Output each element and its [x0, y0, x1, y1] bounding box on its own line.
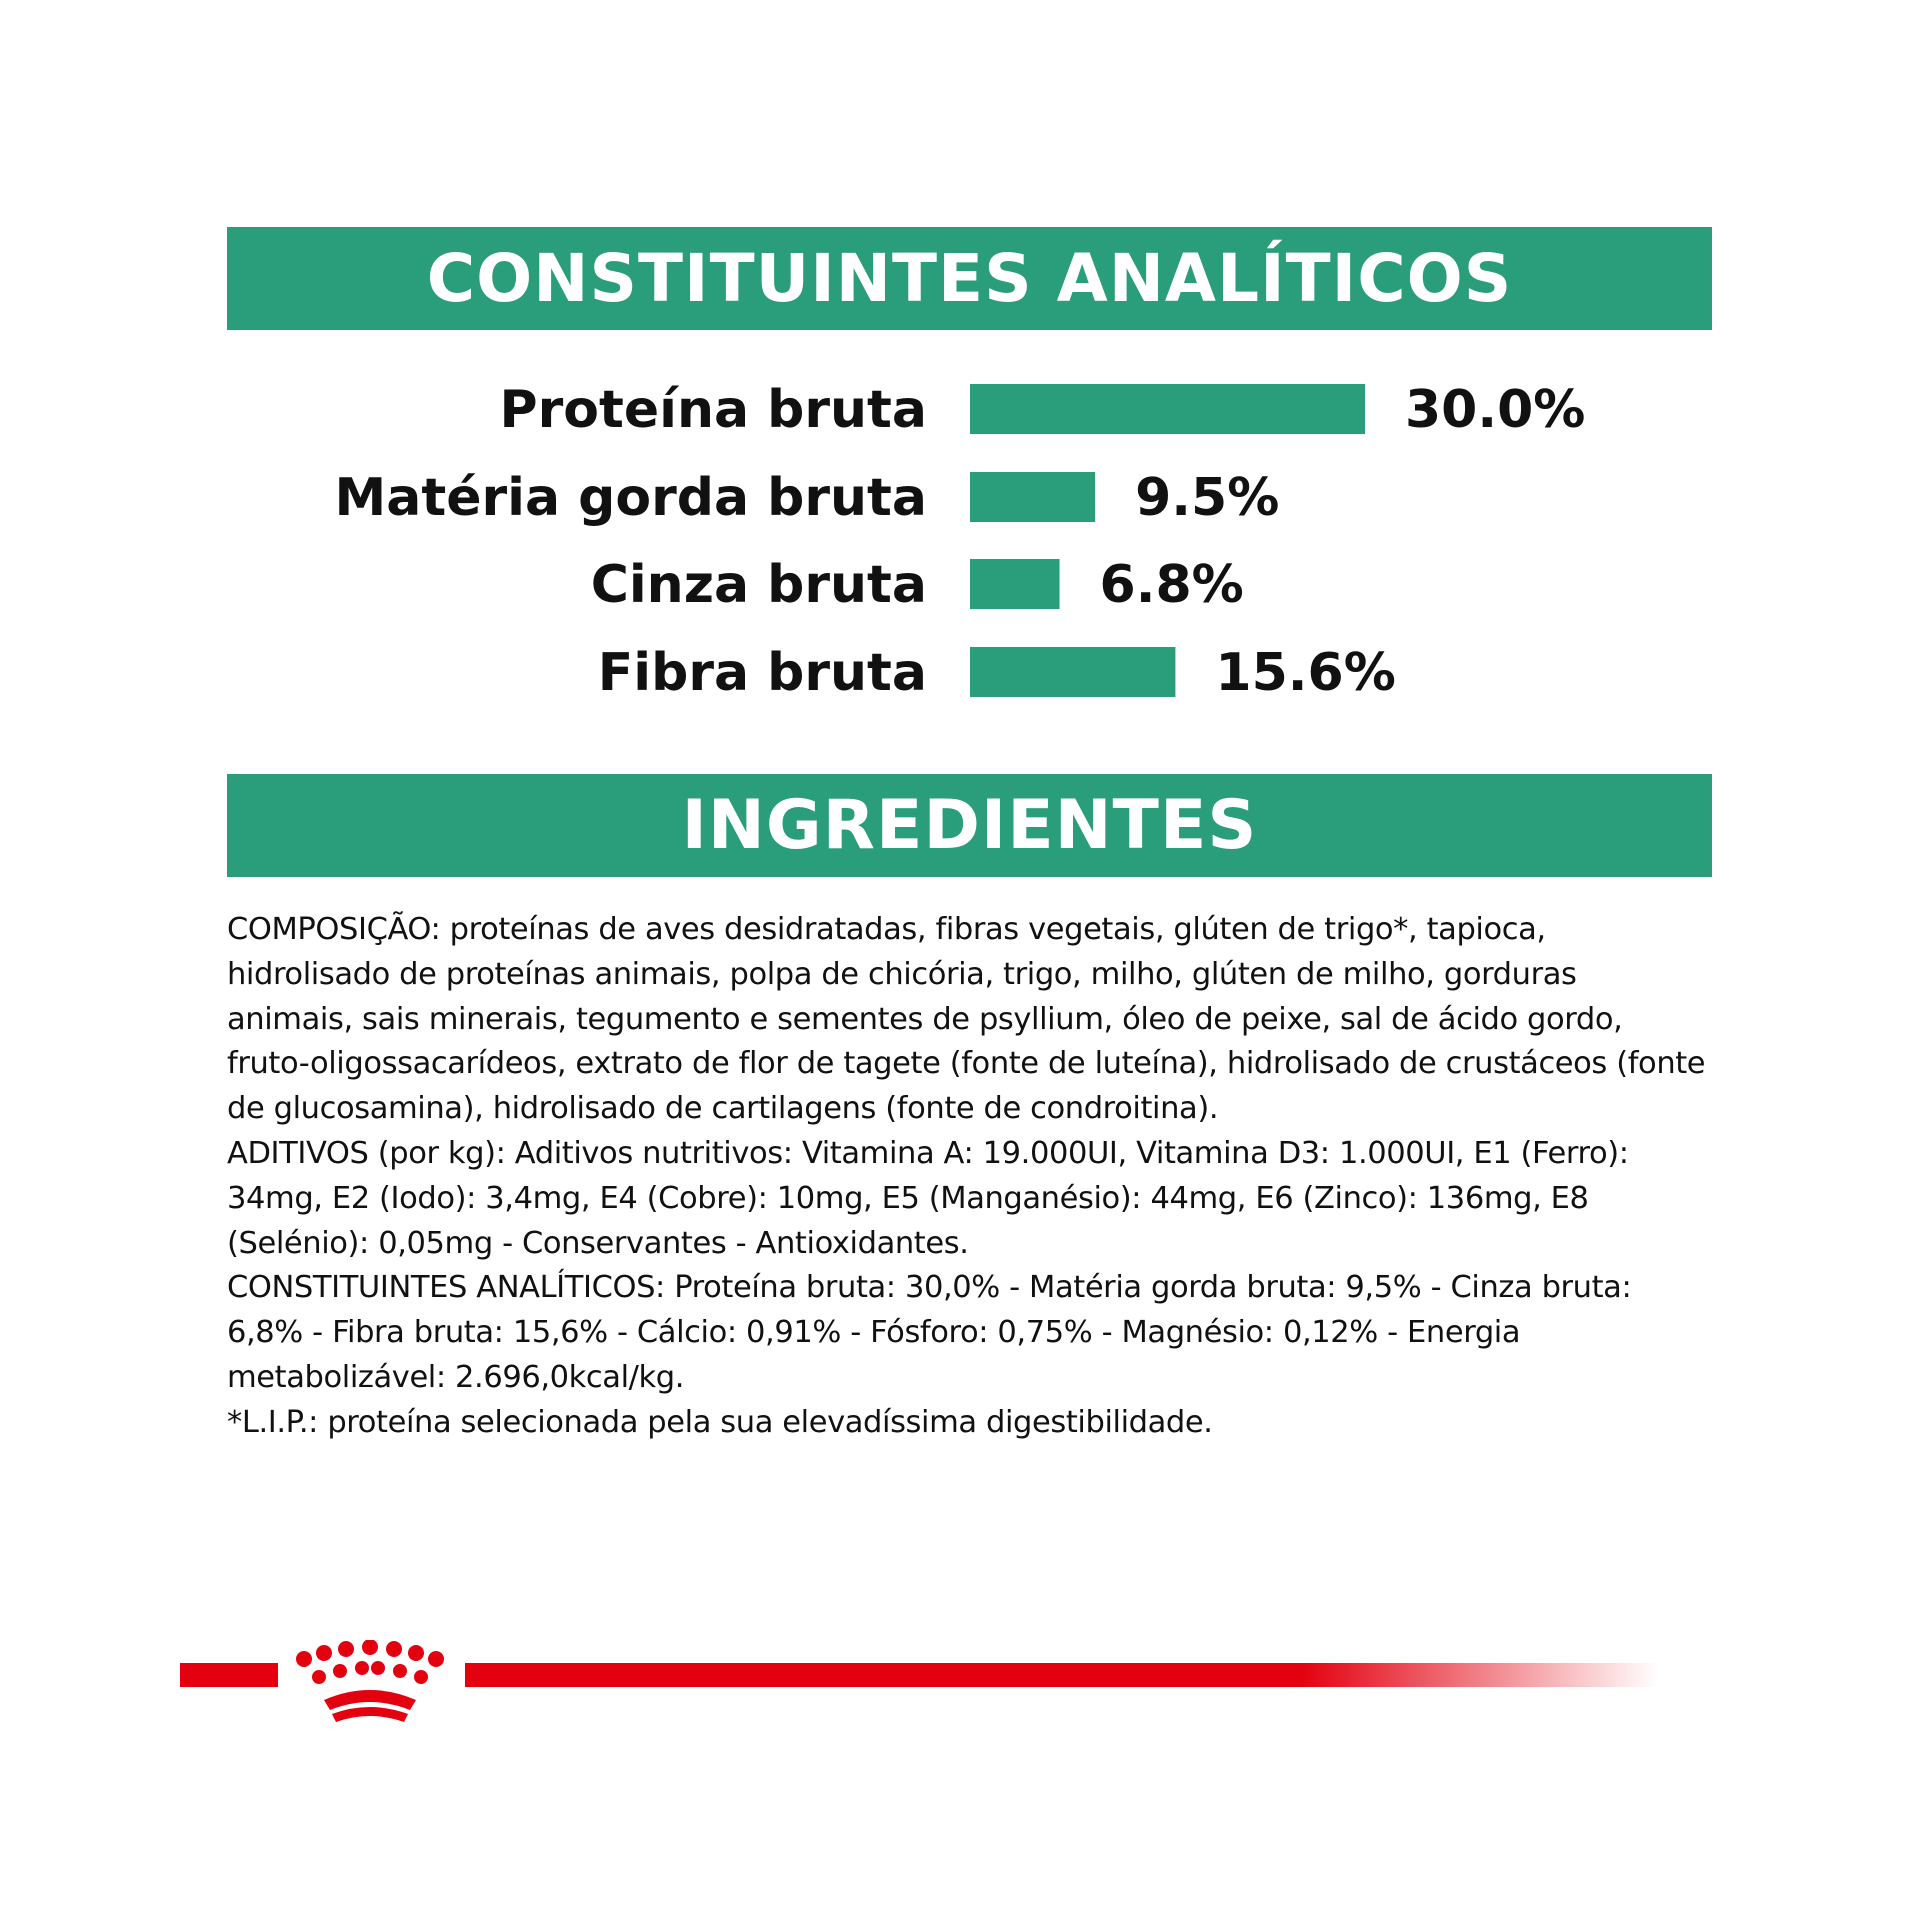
crown-icon	[296, 1640, 444, 1722]
bar	[970, 647, 1175, 697]
bar	[970, 559, 1060, 609]
section-header-ingredientes	[227, 774, 1712, 877]
ingredients-analytical: CONSTITUINTES ANALÍTICOS: Proteína bruta: 30,0% - Matéria gorda bruta: 9,5% - Cinza bruta: 6,8% - Fibra bruta: 15,6% - Cálcio: 0,91% - Fósforo: 0,75% - Magnésio: 0,12% - Energia metabolizável: 2.696,0kcal/kg.	[227, 1270, 1632, 1395]
brand-divider	[178, 1640, 1658, 1730]
value-label: 6.8%	[1099, 555, 1244, 615]
section-header-analiticos	[227, 227, 1712, 330]
category-label: Cinza bruta	[590, 555, 927, 615]
brand-line-right	[465, 1663, 1658, 1687]
section-title-analiticos: CONSTITUINTES ANALÍTICOS	[426, 240, 1513, 317]
ingredients-footnote: *L.I.P.: proteína selecionada pela sua elevadíssima digestibilidade.	[227, 1404, 1213, 1440]
section-title-ingredientes: INGREDIENTES	[681, 786, 1258, 865]
bar	[970, 472, 1095, 522]
ingredients-text-block	[227, 908, 1707, 1446]
category-label: Proteína bruta	[499, 380, 927, 440]
ingredients-additives: ADITIVOS (por kg): Aditivos nutritivos: Vitamina A: 19.000UI, Vitamina D3: 1.000UI, E1 (Ferro): 34mg, E2 (Iodo): 3,4mg, E4 (Cobre): 10mg, E5 (Manganésio): 44mg, E6 (Zinco): 136mg, E8 (Selénio): 0,05mg - Conservantes - Antioxidantes.	[227, 1135, 1629, 1261]
value-label: 9.5%	[1135, 468, 1280, 528]
category-label: Matéria gorda bruta	[334, 468, 927, 528]
brand-line-left	[180, 1663, 278, 1687]
value-label: 30.0%	[1405, 380, 1586, 440]
ingredients-composition: COMPOSIÇÃO: proteínas de aves desidratadas, fibras vegetais, glúten de trigo*, tapioca, hidrolisado de proteínas animais, polpa de chicória, trigo, milho, glúten de milho, gorduras animais, sais minerais, tegumento e sementes de psyllium, óleo de peixe, sal de ácido gordo, fruto-oligossacarídeos, extrato de flor de tagete (fonte de luteína), hidrolisado de crustáceos (fonte de glucosamina), hidrolisado de cartilagens (fonte de condroitina).	[227, 912, 1706, 1127]
value-label: 15.6%	[1215, 643, 1396, 703]
analytical-constituents-chart	[0, 360, 1920, 720]
bar	[970, 384, 1365, 434]
category-label: Fibra bruta	[597, 643, 927, 703]
